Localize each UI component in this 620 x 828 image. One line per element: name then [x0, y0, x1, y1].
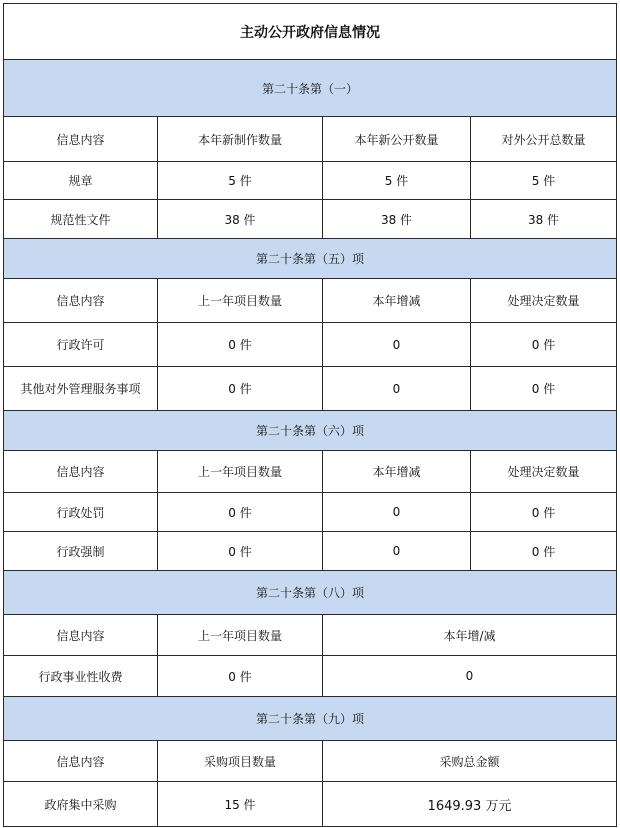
table-cell: 0 件	[158, 493, 323, 532]
column-header: 本年新制作数量	[158, 117, 323, 162]
disclosure-table	[3, 3, 617, 827]
row-label: 行政处罚	[4, 493, 158, 532]
section-heading-row	[4, 571, 617, 615]
table-cell: 0 件	[471, 323, 617, 367]
table-cell: 0	[323, 323, 471, 367]
row-label: 其他对外管理服务事项	[4, 367, 158, 411]
section-heading-row	[4, 411, 617, 451]
column-header: 本年增/减	[323, 615, 617, 656]
table-row	[4, 323, 617, 367]
section-heading: 第二十条第（五）项	[4, 239, 617, 279]
section-heading-row	[4, 697, 617, 741]
table-cell: 5 件	[323, 162, 471, 200]
section-heading: 第二十条第（一）	[4, 60, 617, 117]
table-row	[4, 367, 617, 411]
row-label: 行政许可	[4, 323, 158, 367]
column-header: 上一年项目数量	[158, 451, 323, 493]
table-row	[4, 200, 617, 239]
row-label: 政府集中采购	[4, 782, 158, 827]
column-header: 信息内容	[4, 451, 158, 493]
table-cell: 0 件	[158, 323, 323, 367]
row-label: 行政事业性收费	[4, 656, 158, 697]
column-header: 上一年项目数量	[158, 615, 323, 656]
table-row	[4, 493, 617, 532]
section-heading: 第二十条第（八）项	[4, 571, 617, 615]
table-cell: 1649.93 万元	[323, 782, 617, 827]
header-row	[4, 279, 617, 323]
column-header: 对外公开总数量	[471, 117, 617, 162]
table-cell: 5 件	[471, 162, 617, 200]
table-cell: 0	[323, 367, 471, 411]
table-cell: 38 件	[471, 200, 617, 239]
title-row	[4, 4, 617, 60]
column-header: 处理决定数量	[471, 451, 617, 493]
column-header: 本年新公开数量	[323, 117, 471, 162]
column-header: 信息内容	[4, 117, 158, 162]
table-cell: 0	[323, 493, 471, 532]
column-header: 信息内容	[4, 615, 158, 656]
table-row	[4, 162, 617, 200]
column-header: 上一年项目数量	[158, 279, 323, 323]
header-row	[4, 451, 617, 493]
header-row	[4, 741, 617, 782]
header-row	[4, 117, 617, 162]
table-cell: 38 件	[323, 200, 471, 239]
table-cell: 5 件	[158, 162, 323, 200]
column-header: 本年增减	[323, 279, 471, 323]
column-header: 信息内容	[4, 279, 158, 323]
section-heading-row	[4, 60, 617, 117]
table-cell: 38 件	[158, 200, 323, 239]
table-cell: 0 件	[158, 532, 323, 571]
column-header: 处理决定数量	[471, 279, 617, 323]
header-row	[4, 615, 617, 656]
table-cell: 0 件	[471, 367, 617, 411]
row-label: 规章	[4, 162, 158, 200]
column-header: 采购项目数量	[158, 741, 323, 782]
column-header: 本年增减	[323, 451, 471, 493]
table-cell: 0 件	[158, 367, 323, 411]
table-cell: 0 件	[471, 532, 617, 571]
section-heading: 第二十条第（九）项	[4, 697, 617, 741]
table-cell: 0 件	[158, 656, 323, 697]
table-cell: 15 件	[158, 782, 323, 827]
row-label: 规范性文件	[4, 200, 158, 239]
row-label: 行政强制	[4, 532, 158, 571]
column-header: 采购总金额	[323, 741, 617, 782]
table-title: 主动公开政府信息情况	[4, 4, 617, 60]
table-row	[4, 532, 617, 571]
section-heading-row	[4, 239, 617, 279]
table-cell: 0	[323, 532, 471, 571]
table-cell: 0 件	[471, 493, 617, 532]
column-header: 信息内容	[4, 741, 158, 782]
section-heading: 第二十条第（六）项	[4, 411, 617, 451]
table-row	[4, 782, 617, 827]
table-row	[4, 656, 617, 697]
table-cell: 0	[323, 656, 617, 697]
